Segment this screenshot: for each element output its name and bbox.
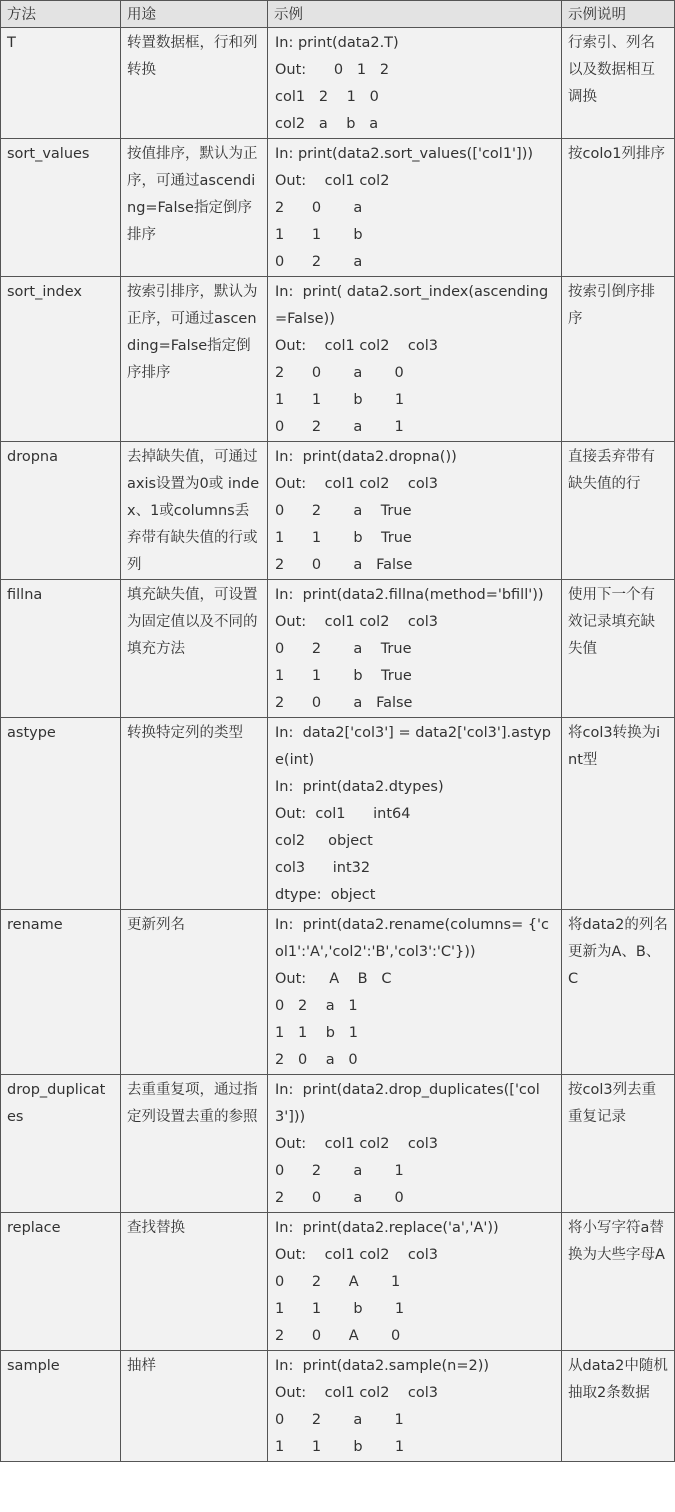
example-line: col3 int32 [275,860,371,876]
example-line: 2 0 a 0 [275,1190,404,1206]
table-row [1,28,675,139]
example-line: dtype: object [275,887,376,903]
note-cell: 直接丢弃带有缺失值的行 [562,442,675,580]
example-line: Out: col1 int64 [275,806,411,822]
header-purpose: 用途 [121,1,268,28]
example-cell [268,28,562,139]
note-cell: 将小写字符a替换为大些字母A [562,1213,675,1351]
example-line: 1 1 b 1 [275,1439,405,1455]
note-cell: 行索引、列名以及数据相互调换 [562,28,675,139]
example-line: Out: A B C [275,971,392,987]
method-cell: dropna [1,442,121,580]
method-cell: T [1,28,121,139]
note-cell: 按索引倒序排序 [562,277,675,442]
purpose-cell: 转置数据框，行和列转换 [121,28,268,139]
method-cell: replace [1,1213,121,1351]
example-line: Out: 0 1 2 [275,62,390,78]
purpose-cell: 抽样 [121,1351,268,1462]
example-cell [268,1213,562,1351]
example-line: In: print(data2.fillna(method='bfill')) [275,587,544,603]
example-line: In: print(data2.replace('a','A')) [275,1220,499,1236]
table-row [1,442,675,580]
purpose-cell: 去掉缺失值，可通过axis设置为0或 index、1或columns丢弃带有缺失值的行或列 [121,442,268,580]
example-line: 2 0 a [275,200,363,216]
example-line: 2 0 a False [275,557,413,573]
method-cell: astype [1,718,121,910]
example-line: In: print(data2.rename(columns= {'col1':'A','col2':'B','col3':'C'})) [275,917,550,960]
example-cell [268,1351,562,1462]
example-line: 1 1 b True [275,530,412,546]
example-line: In: print(data2.drop_duplicates(['col3'])) [275,1082,540,1125]
header-example: 示例 [268,1,562,28]
example-cell [268,442,562,580]
note-cell: 按col3列去重重复记录 [562,1075,675,1213]
purpose-cell: 填充缺失值，可设置为固定值以及不同的填充方法 [121,580,268,718]
example-line: 0 2 a 1 [275,1163,404,1179]
example-line: 0 2 A 1 [275,1274,401,1290]
method-cell: drop_duplicates [1,1075,121,1213]
example-line: Out: col1 col2 col3 [275,338,438,354]
example-line: In: print(data2.sample(n=2)) [275,1358,490,1374]
example-line: 0 2 a [275,254,363,270]
method-cell: sort_index [1,277,121,442]
example-line: col2 object [275,833,373,849]
example-line: 2 0 a False [275,695,413,711]
purpose-cell: 按索引排序，默认为正序，可通过ascending=False指定倒序排序 [121,277,268,442]
example-line: 0 2 a 1 [275,998,358,1014]
table-row [1,139,675,277]
example-line: 2 0 A 0 [275,1328,401,1344]
example-line: In: data2['col3'] = data2['col3'].astype(int) [275,725,551,768]
purpose-cell: 更新列名 [121,910,268,1075]
method-cell: sort_values [1,139,121,277]
purpose-cell: 查找替换 [121,1213,268,1351]
table-body [1,28,675,1462]
header-method: 方法 [1,1,121,28]
example-line: 0 2 a True [275,503,412,519]
example-cell [268,718,562,910]
example-line: Out: col1 col2 col3 [275,1136,438,1152]
table-row [1,1075,675,1213]
example-line: Out: col1 col2 col3 [275,476,438,492]
method-cell: rename [1,910,121,1075]
example-cell [268,277,562,442]
purpose-cell: 转换特定列的类型 [121,718,268,910]
note-cell: 将data2的列名更新为A、B、C [562,910,675,1075]
example-line: Out: col1 col2 col3 [275,1385,438,1401]
purpose-cell: 按值排序，默认为正序，可通过ascending=False指定倒序排序 [121,139,268,277]
example-line: col1 2 1 0 [275,89,379,105]
table-row [1,718,675,910]
example-line: 0 2 a 1 [275,419,404,435]
example-line: Out: col1 col2 [275,173,390,189]
example-line: 2 0 a 0 [275,365,404,381]
method-cell: fillna [1,580,121,718]
example-line: In: print(data2.T) [275,35,399,51]
example-line: 2 0 a 0 [275,1052,358,1068]
header-row [1,1,675,28]
table-row [1,1213,675,1351]
table-row [1,910,675,1075]
example-line: 1 1 b 1 [275,1301,405,1317]
example-line: 1 1 b [275,227,363,243]
example-line: In: print(data2.dropna()) [275,449,457,465]
header-note: 示例说明 [562,1,675,28]
example-line: 0 2 a True [275,641,412,657]
example-cell [268,910,562,1075]
table-row [1,277,675,442]
note-cell: 将col3转换为int型 [562,718,675,910]
note-cell: 按colo1列排序 [562,139,675,277]
method-cell: sample [1,1351,121,1462]
example-line: 1 1 b 1 [275,1025,358,1041]
example-line: In: print(data2.dtypes) [275,779,444,795]
example-line: 0 2 a 1 [275,1412,404,1428]
example-line: Out: col1 col2 col3 [275,1247,438,1263]
example-line: 1 1 b 1 [275,392,405,408]
example-cell [268,580,562,718]
note-cell: 使用下一个有效记录填充缺失值 [562,580,675,718]
table-row [1,1351,675,1462]
example-cell [268,1075,562,1213]
example-line: Out: col1 col2 col3 [275,614,438,630]
example-line: col2 a b a [275,116,379,132]
example-cell [268,139,562,277]
note-cell: 从data2中随机抽取2条数据 [562,1351,675,1462]
table-row [1,580,675,718]
purpose-cell: 去重重复项，通过指定列设置去重的参照 [121,1075,268,1213]
example-line: 1 1 b True [275,668,412,684]
example-line: In: print(data2.sort_values(['col1'])) [275,146,534,162]
example-line: In: print( data2.sort_index(ascending=False)) [275,284,549,327]
